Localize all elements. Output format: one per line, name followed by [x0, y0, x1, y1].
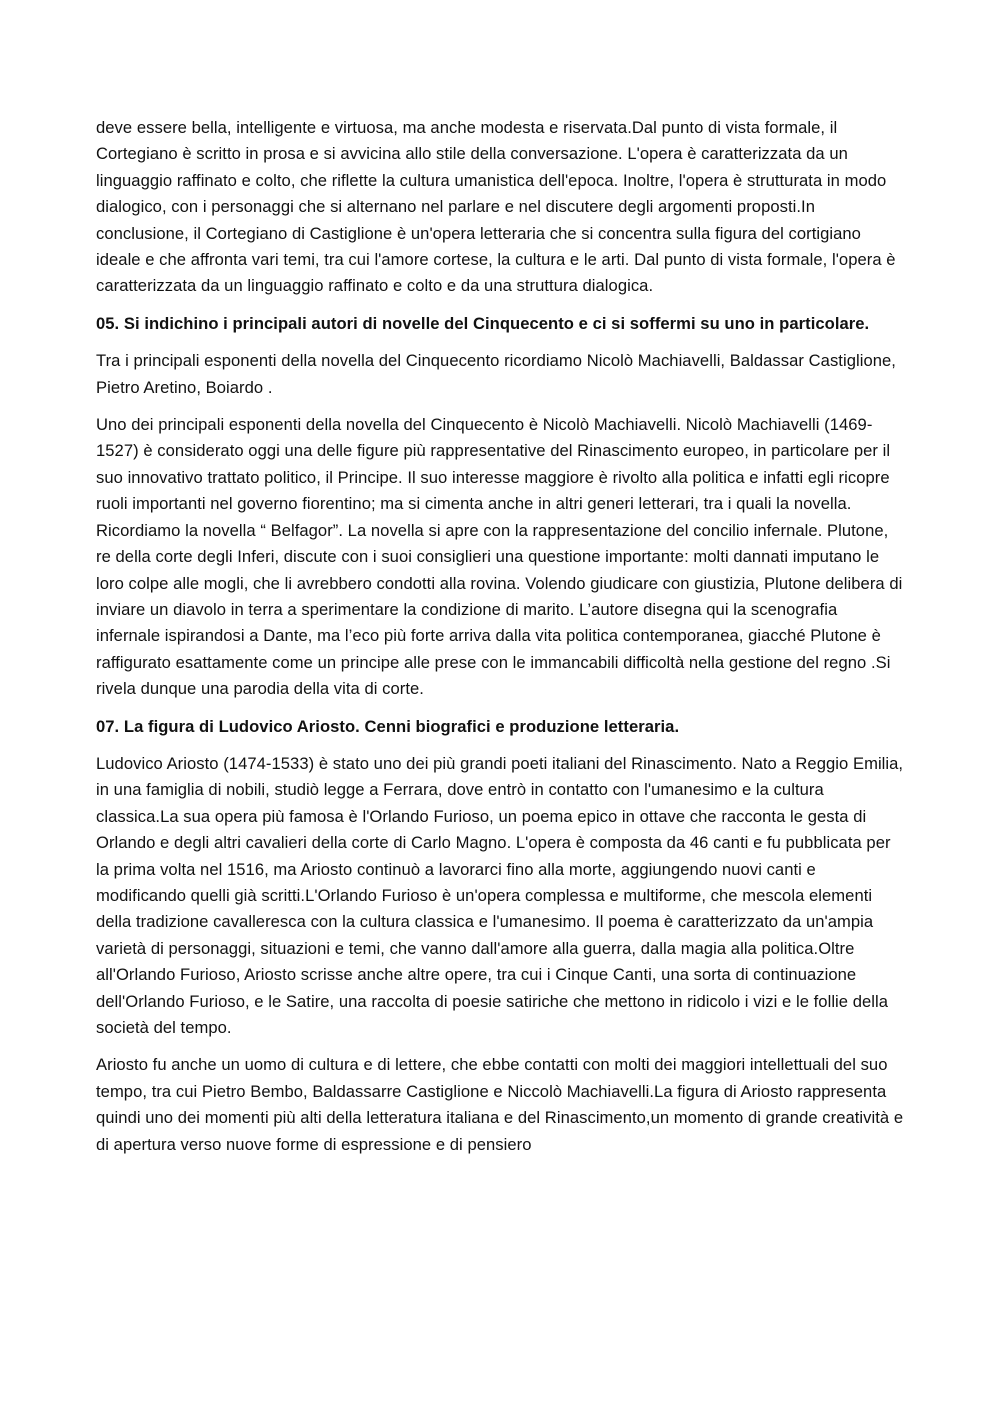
paragraph-novella-authors: Tra i principali esponenti della novella del Cinquecento ricordiamo Nicolò Machiavelli, Baldassar Castiglione, Pietro Aretino, Boiardo . — [96, 351, 896, 397]
paragraph-ariosto-culture: Ariosto fu anche un uomo di cultura e di lettere, che ebbe contatti con molti dei maggiori intellettuali del suo tempo, tra cui Pietro Bembo, Baldassarre Castiglione e Niccolò Machiavelli.La figura di Ariosto rappresenta quindi uno dei momenti più alti della letteratura italiana e del Rinascimento,un momento di grande creatività e di apertura verso nuove forme di espressione e di pensiero — [96, 1055, 904, 1154]
heading-question-05: 05. Si indichino i principali autori di novelle del Cinquecento e ci si soffermi su uno in particolare. — [96, 313, 870, 333]
paragraph-machiavelli-belfagor: Uno dei principali esponenti della novella del Cinquecento è Nicolò Machiavelli. Nicolò Machiavelli (1469-1527) è considerato oggi una delle figure più rappresentative del Rinascimento europeo, in particolare per il suo innovativo trattato politico, il Principe. Il suo interesse maggiore è rivolto alla politica e infatti egli ricopre ruoli importanti nel governo fiorentino; ma si cimenta anche in altri generi letterari, tra i quali la novella. Ricordiamo la novella “ Belfagor”. La novella si apre con la rappresentazione del concilio infernale. Plutone, re della corte degli Inferi, discute con i suoi consiglieri una questione importante: molti dannati imputano le loro colpe alle mogli, che li avrebbero condotti alla rovina. Volendo giudicare con giustizia, Plutone delibera di inviare un diavolo in terra a sperimentare la condizione di marito. L’autore disegna qui la scenografia infernale ispirandosi a Dante, ma l’eco più forte arriva dalla vita politica contemporanea, giacché Plutone è raffigurato esattamente come un principe alle prese con le immancabili difficoltà nella gestione del regno .Si rivela dunque una parodia della vita di corte. — [96, 415, 903, 699]
document-body — [96, 115, 904, 1158]
paragraph-cortegiano-conclusion: deve essere bella, intelligente e virtuosa, ma anche modesta e riservata.Dal punto di vista formale, il Cortegiano è scritto in prosa e si avvicina allo stile della conversazione. L'opera è caratterizzata da un linguaggio raffinato e colto, che riflette la cultura umanistica dell'epoca. Inoltre, l'opera è strutturata in modo dialogico, con i personaggi che si alternano nel parlare e nel discutere degli argomenti proposti.In conclusione, il Cortegiano di Castiglione è un'opera letteraria che si concentra sulla figura del cortigiano ideale e che affronta vari temi, tra cui l'amore cortese, la cultura e le arti. Dal punto di vista formale, l'opera è caratterizzata da un linguaggio raffinato e colto e da una struttura dialogica. — [96, 118, 896, 296]
paragraph-ariosto-biography: Ludovico Ariosto (1474-1533) è stato uno dei più grandi poeti italiani del Rinascimento. Nato a Reggio Emilia, in una famiglia di nobili, studiò legge a Ferrara, dove entrò in contatto con l'umanesimo e la cultura classica.La sua opera più famosa è l'Orlando Furioso, un poema epico in ottave che racconta le gesta di Orlando e degli altri cavalieri della corte di Carlo Magno. L'opera è composta da 46 canti e fu pubblicata per la prima volta nel 1516, ma Ariosto continuò a lavorarci fino alla morte, aggiungendo nuovi canti e modificando quelli già scritti.L'Orlando Furioso è un'opera complessa e multiforme, che mescola elementi della tradizione cavalleresca con la cultura classica e l'umanesimo. Il poema è caratterizzato da un'ampia varietà di personaggi, situazioni e temi, che vanno dall'amore alla guerra, dalla magia alla politica.Oltre all'Orlando Furioso, Ariosto scrisse anche altre opere, tra cui i Cinque Canti, una sorta di continuazione dell'Orlando Furioso, e le Satire, una raccolta di poesie satiriche che mettono in ridicolo i vizi e le follie della società del tempo. — [96, 753, 904, 1037]
heading-question-07: 07. La figura di Ludovico Ariosto. Cenni biografici e produzione letteraria. — [96, 716, 680, 736]
